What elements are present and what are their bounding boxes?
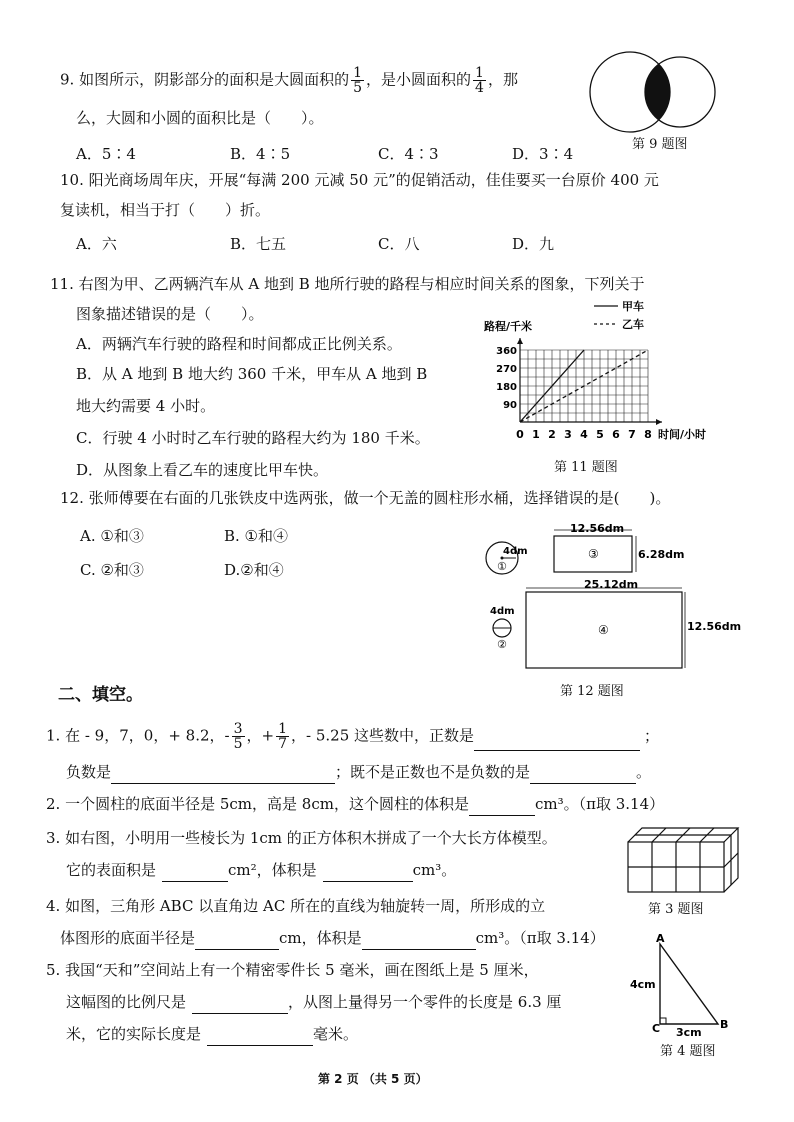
f2-text-part1: 2. 一个圆柱的底面半径是 5cm，高是 8cm，这个圆柱的体积是 xyxy=(46,795,469,813)
chart-y-axis-label: 路程/千米 xyxy=(484,320,533,333)
f1-line2-end: 。 xyxy=(636,763,652,781)
chart-y-tick-label: 90 xyxy=(503,400,517,411)
chart-x-tick-label: 7 xyxy=(628,428,636,441)
q12-option-a: A. ①和③ xyxy=(80,527,144,545)
chart-x-tick-label: 6 xyxy=(612,428,620,441)
q4-label-a: A xyxy=(656,932,665,945)
q9-caption: 第 9 题图 xyxy=(632,137,688,152)
f5-scale-label: 这幅图的比例尺是 xyxy=(66,993,187,1011)
q4-triangle-abc xyxy=(660,944,718,1024)
f5-line2 xyxy=(66,990,561,1014)
q12-option-c: C. ②和③ xyxy=(80,561,144,579)
chart-x-tick-label: 1 xyxy=(532,428,540,441)
q9-option-c: C．4∶3 xyxy=(378,145,439,163)
f5-actual-label: 米，它的实际长度是 xyxy=(66,1025,202,1043)
q12-rect-4-num: ④ xyxy=(598,623,609,637)
q9-text-part3: ，那 xyxy=(487,70,518,89)
f1-line1 xyxy=(46,722,659,751)
q10-option-a: A．六 xyxy=(76,235,117,253)
q3-caption: 第 3 题图 xyxy=(648,902,704,917)
q4-label-b: B xyxy=(720,1018,729,1031)
q11-caption: 第 11 题图 xyxy=(554,460,618,475)
q12-rect-4-width: 25.12dm xyxy=(584,578,639,591)
chart-y-tick-label: 180 xyxy=(496,382,517,393)
q9-option-a: A．5∶4 xyxy=(76,145,136,163)
f1-text-part4: ； xyxy=(644,726,660,745)
f3-blank-volume[interactable] xyxy=(323,863,413,882)
f5-line3-end: 毫米。 xyxy=(313,1025,359,1043)
q12-option-b: B. ①和④ xyxy=(224,527,289,545)
q12-sheets-figure xyxy=(476,522,766,682)
f4-line1: 4. 如图，三角形 ABC 以直角边 AC 所在的直线为轴旋转一周，所形成的立 xyxy=(46,897,546,915)
q9-fraction-2: $\frac{1}{4}$ xyxy=(475,65,484,96)
q9-option-d: D．3∶4 xyxy=(512,145,574,163)
q11-option-b-line2: 地大约需要 4 小时。 xyxy=(76,397,216,415)
f2-line xyxy=(46,792,664,816)
f1-text-part3: ，- 5.25 这些数中，正数是 xyxy=(291,726,475,745)
f1-blank-neither[interactable] xyxy=(530,765,636,784)
q11-option-b-line1: B．从 A 地到 B 地大约 360 千米，甲车从 A 地到 B xyxy=(76,365,428,383)
chart-legend-label-1: 甲车 xyxy=(622,300,644,313)
q11-option-a: A．两辆汽车行驶的路程和时间都成正比例关系。 xyxy=(76,335,402,353)
q12-circle-2-label: 4dm xyxy=(490,606,515,617)
f4-line2-end: cm³。（π取 3.14） xyxy=(475,929,605,947)
q11-option-d: D．从图象上看乙车的速度比甲车快。 xyxy=(76,461,329,479)
q12-rect-4-height: 12.56dm xyxy=(687,620,742,633)
q12-rect-3-height: 6.28dm xyxy=(638,548,685,561)
q10-line1: 10. 阳光商场周年庆，开展“每满 200 元减 50 元”的促销活动，佳佳要买一台原价 400 元 xyxy=(60,171,659,189)
f2-blank-volume[interactable] xyxy=(469,797,535,816)
q11-line1: 11. 右图为甲、乙两辆汽车从 A 地到 B 地所行驶的路程与相应时间关系的图象，下列关于 xyxy=(50,275,645,293)
f4-blank-radius[interactable] xyxy=(195,931,279,950)
q10-line2: 复读机，相当于打（ ）折。 xyxy=(60,201,271,219)
f1-neither-label: ；既不是正数也不是负数的是 xyxy=(335,763,531,781)
q3-cuboid-figure xyxy=(624,824,744,898)
q12-circle-2-num: ② xyxy=(497,638,507,651)
chart-x-tick-label: 3 xyxy=(564,428,572,441)
chart-y-axis-arrow xyxy=(517,338,523,344)
q4-label-c: C xyxy=(652,1022,661,1035)
q12-circle-1-label: 4dm xyxy=(503,546,528,557)
q11-line2: 图象描述错误的是（ ）。 xyxy=(76,305,264,323)
f3-volume-label: cm²，体积是 xyxy=(228,861,317,879)
chart-x-axis-label: 时间/小时 xyxy=(658,428,707,441)
q10-option-c: C．八 xyxy=(378,235,420,253)
f1-fraction-2: $\frac{1}{7}$ xyxy=(278,721,287,752)
f1-line2 xyxy=(66,760,651,784)
q9-line1 xyxy=(60,66,518,95)
chart-y-tick-label: 360 xyxy=(496,346,517,357)
chart-x-tick-label: 8 xyxy=(644,428,652,441)
f5-line2-end: ，从图上量得另一个零件的长度是 6.3 厘 xyxy=(288,993,562,1011)
f5-blank-actual[interactable] xyxy=(207,1027,313,1046)
chart-x-tick-label: 4 xyxy=(580,428,588,441)
f3-blank-area[interactable] xyxy=(162,863,228,882)
q4-side-cb: 3cm xyxy=(676,1026,702,1038)
q11-line-chart xyxy=(476,298,716,456)
chart-x-tick-label: 5 xyxy=(596,428,604,441)
f3-line1: 3. 如右图，小明用一些棱长为 1cm 的正方体积木拼成了一个大长方体模型。 xyxy=(46,829,557,847)
q4-triangle-figure xyxy=(628,932,758,1038)
q10-option-d: D．九 xyxy=(512,235,555,253)
f3-line2-end: cm³。 xyxy=(412,861,457,879)
f1-text-part1: 1. 在 - 9，7，0，+ 8.2，- xyxy=(46,726,230,745)
f3-area-label: 它的表面积是 xyxy=(66,861,157,879)
q12-caption: 第 12 题图 xyxy=(560,684,624,699)
q9-text-part2: ，是小圆面积的 xyxy=(366,70,472,89)
q12-rect-3-width: 12.56dm xyxy=(570,522,625,535)
q4-caption: 第 4 题图 xyxy=(660,1044,716,1059)
chart-x-tick-label: 0 xyxy=(516,428,524,441)
f2-text-part2: cm³。（π取 3.14） xyxy=(534,795,665,813)
f4-volume-label: cm，体积是 xyxy=(279,929,362,947)
chart-x-axis-arrow xyxy=(656,419,662,425)
f1-negative-label: 负数是 xyxy=(66,763,112,781)
f5-line3 xyxy=(66,1022,358,1046)
q10-option-b: B．七五 xyxy=(230,235,287,253)
q9-fraction-1: $\frac{1}{5}$ xyxy=(353,65,363,96)
f1-fraction-1: $\frac{3}{5}$ xyxy=(233,721,243,752)
q9-venn-figure xyxy=(584,50,744,136)
f1-blank-negative[interactable] xyxy=(111,765,335,784)
f4-line2 xyxy=(60,926,605,950)
f1-text-part2: ，+ xyxy=(246,726,275,745)
q9-option-b: B．4∶5 xyxy=(230,145,291,163)
q12-rect-3-num: ③ xyxy=(588,547,599,561)
q9-text-part1: 9. 如图所示，阴影部分的面积是大圆面积的 xyxy=(60,70,350,89)
f3-line2 xyxy=(66,858,456,882)
q12-option-d: D.②和④ xyxy=(224,561,284,579)
q11-option-c: C．行驶 4 小时时乙车行驶的路程大约为 180 千米。 xyxy=(76,429,430,447)
chart-y-tick-label: 270 xyxy=(496,364,517,375)
chart-legend-label-2: 乙车 xyxy=(622,318,644,331)
f5-line1: 5. 我国“天和”空间站上有一个精密零件长 5 毫米，画在图纸上是 5 厘米， xyxy=(46,961,539,979)
q4-side-ac: 4cm xyxy=(630,978,656,991)
q12-line1: 12. 张师傅要在右面的几张铁皮中选两张，做一个无盖的圆柱形水桶，选择错误的是( )。 xyxy=(60,489,671,507)
f5-blank-scale[interactable] xyxy=(192,995,288,1014)
q9-line2: 么，大圆和小圆的面积比是（ ）。 xyxy=(76,109,324,127)
page-footer: 第 2 页 （共 5 页） xyxy=(318,1072,428,1086)
chart-x-tick-label: 2 xyxy=(548,428,556,441)
section-2-title: 二、填空。 xyxy=(58,685,143,705)
f4-radius-label: 体图形的底面半径是 xyxy=(60,929,196,947)
q12-circle-1-num: ① xyxy=(497,560,507,573)
f1-blank-positive[interactable] xyxy=(474,732,640,751)
f4-blank-volume[interactable] xyxy=(362,931,476,950)
